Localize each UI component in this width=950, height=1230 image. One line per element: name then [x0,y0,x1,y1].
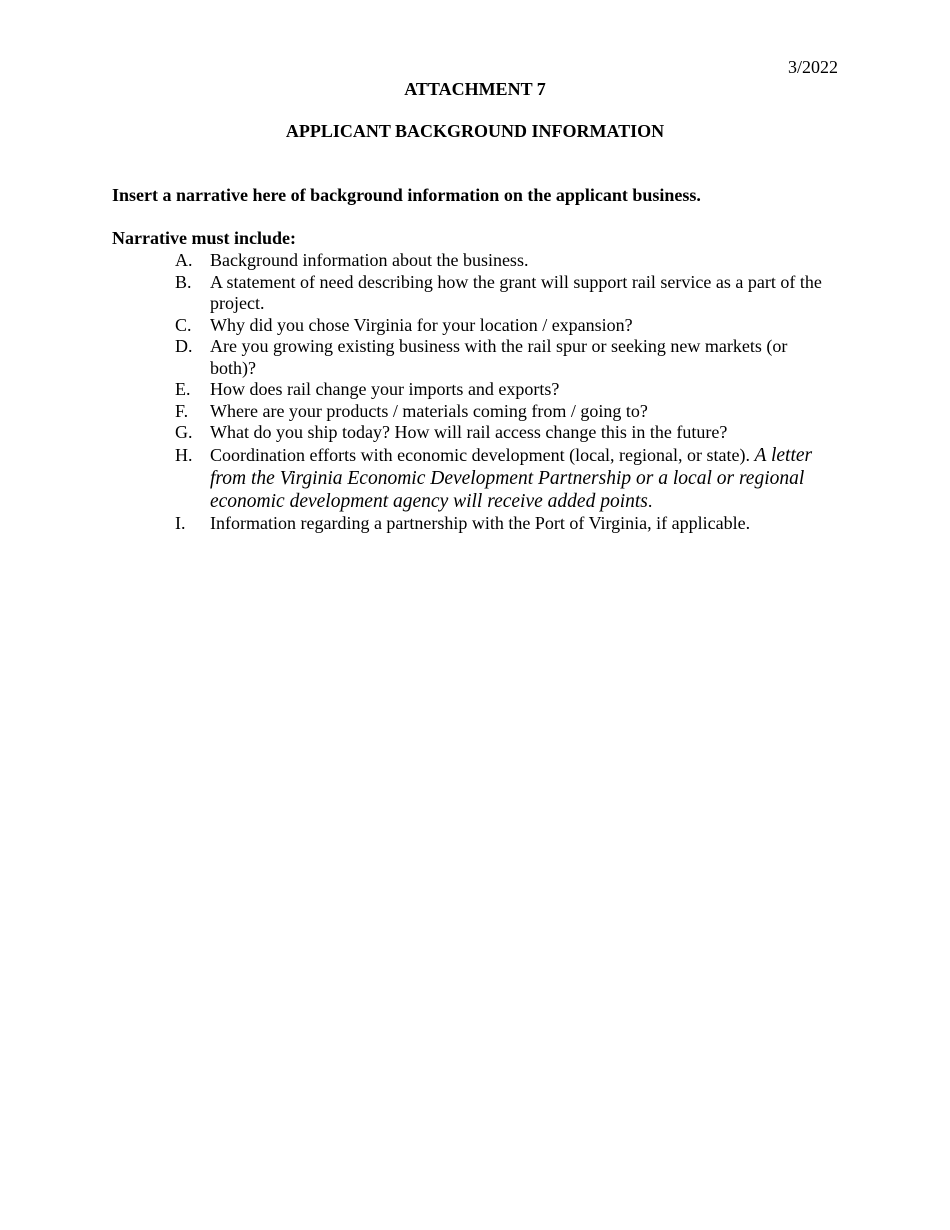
item-letter: A. [175,250,193,270]
item-text: How does rail change your imports and exports? [210,379,560,399]
item-letter: F. [175,400,189,421]
page-title: APPLICANT BACKGROUND INFORMATION [285,121,665,141]
list-item [175,315,835,337]
item-text: Background information about the business. [210,250,529,270]
list-item [175,444,835,513]
item-letter: H. [175,444,193,465]
item-text: Are you growing existing business with the rail spur or seeking new markets (or both)? [210,336,788,378]
list-item [175,272,835,315]
document-date: 3/2022 [787,57,838,77]
requirements-list [175,250,835,534]
list-item [175,401,835,423]
item-text [210,444,835,513]
item-letter: I. [175,512,186,533]
item-text-plain: Coordination efforts with economic development (local, regional, or state). [210,444,755,465]
item-letter: E. [175,379,191,399]
list-item [175,422,835,444]
item-letter: G. [175,422,193,442]
item-text-italic: A letter from the Virginia Economic Development Partnership or a local or regional economic development agency will receive added points [210,444,813,512]
list-item [175,379,835,401]
item-text: Information regarding a partnership with the Port of Virginia, if applicable. [210,512,751,533]
item-text: What do you ship today? How will rail access change this in the future? [210,422,728,442]
item-text: A statement of need describing how the grant will support rail service as a part of the project. [210,271,822,313]
list-item [175,336,835,379]
item-letter: C. [175,314,192,335]
item-text: Where are your products / materials coming from / going to? [210,400,648,421]
item-text-tail: . [647,490,653,511]
item-letter: D. [175,336,193,356]
list-item [175,250,835,272]
item-letter: B. [175,271,192,292]
narrative-heading: Narrative must include: [112,228,296,248]
list-item [175,513,835,535]
attachment-heading: ATTACHMENT 7 [404,79,546,99]
intro-text: Insert a narrative here of background information on the applicant business. [112,185,701,205]
item-text: Why did you chose Virginia for your location / expansion? [210,314,633,335]
